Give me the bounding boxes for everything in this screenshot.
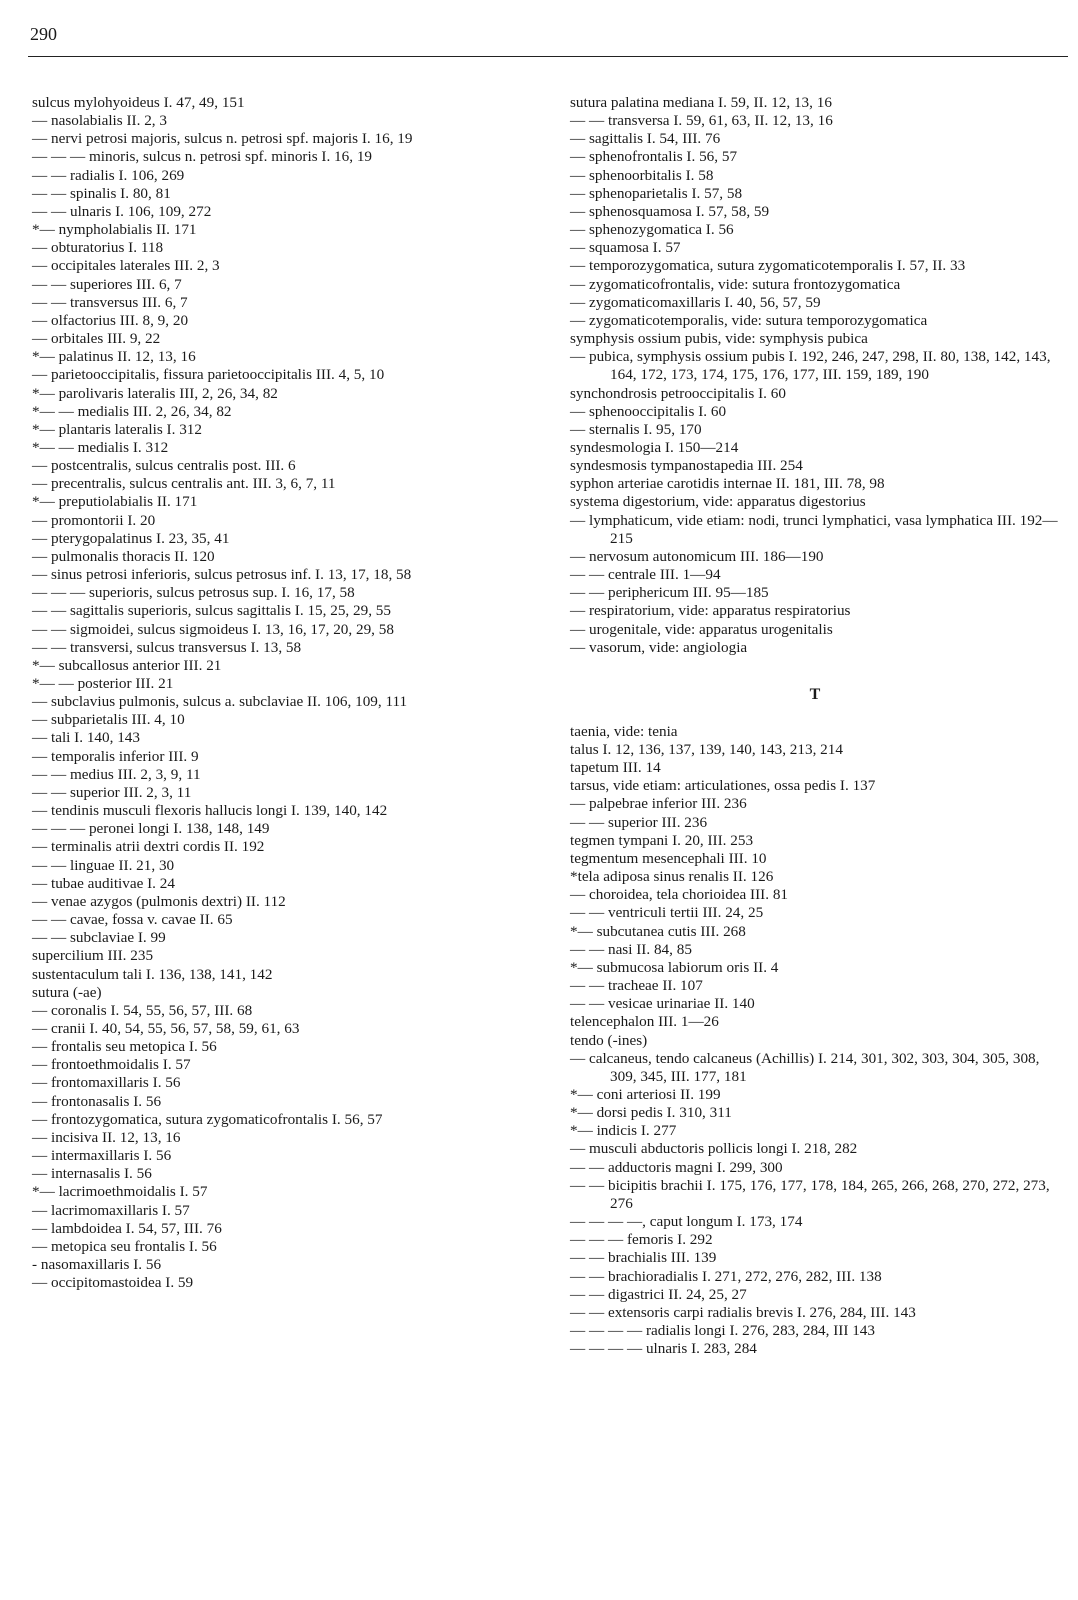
index-entry: — frontoethmoidalis I. 57 xyxy=(32,1056,191,1074)
index-entry: — frontonasalis I. 56 xyxy=(32,1092,162,1110)
index-entry: — — brachioradialis I. 271, 272, 276, 282, III. 138 xyxy=(570,1267,882,1285)
index-entry: — nasolabialis II. 2, 3 xyxy=(32,112,167,130)
index-entry: — — nasi II. 84, 85 xyxy=(570,940,692,958)
index-entry: — occipitomastoidea I. 59 xyxy=(32,1274,194,1292)
index-entry: — frontomaxillaris I. 56 xyxy=(32,1074,181,1092)
index-entry: — zygomaticofrontalis, vide: sutura frontozygomatica xyxy=(570,275,901,293)
index-entry: — subparietalis III. 4, 10 xyxy=(32,711,185,729)
index-entry: — tubae auditivae I. 24 xyxy=(32,874,175,892)
index-entry: — — superiores III. 6, 7 xyxy=(32,275,182,293)
index-entry: — — — — radialis longi I. 276, 283, 284, III 143 xyxy=(570,1322,875,1339)
index-entry: — promontorii I. 20 xyxy=(32,511,156,529)
index-entry: — sphenozygomatica I. 56 xyxy=(570,221,734,239)
index-entry: — — adductoris magni I. 299, 300 xyxy=(570,1158,783,1176)
index-entry: sutura palatina mediana I. 59, II. 12, 13, 16 xyxy=(570,94,832,111)
index-entry: *— indicis I. 277 xyxy=(570,1122,677,1140)
index-entry: — tali I. 140, 143 xyxy=(32,729,140,747)
index-entry: — — centrale III. 1—94 xyxy=(570,566,721,584)
index-entry: *— — posterior III. 21 xyxy=(32,675,174,692)
index-entry: tapetum III. 14 xyxy=(570,759,661,777)
index-entry: syphon arteriae carotidis internae II. 181, III. 78, 98 xyxy=(570,475,885,493)
index-entry: — — bicipitis brachii I. 175, 176, 177, 178, 184, 265, 266, 268, 270, 272, 273, 276 xyxy=(570,1176,1050,1212)
index-entry: — — periphericum III. 95—185 xyxy=(570,584,769,602)
page-number: 290 xyxy=(30,24,57,44)
index-entry: *— — medialis III. 2, 26, 34, 82 xyxy=(32,402,232,420)
index-entry: supercilium III. 235 xyxy=(32,947,154,965)
index-entry: syndesmologia I. 150—214 xyxy=(570,438,739,456)
index-entry: — terminalis atrii dextri cordis II. 192 xyxy=(32,838,265,856)
index-entry: *— subcutanea cutis III. 268 xyxy=(570,922,746,940)
header-rule xyxy=(28,56,1068,57)
index-entry: syndesmosis tympanostapedia III. 254 xyxy=(570,457,803,475)
index-entry: — internasalis I. 56 xyxy=(32,1165,152,1183)
index-entry: — frontozygomatica, sutura zygomaticofrontalis I. 56, 57 xyxy=(32,1110,383,1128)
index-entry: — occipitales laterales III. 2, 3 xyxy=(32,257,220,275)
index-entry: — squamosa I. 57 xyxy=(570,239,681,257)
index-entry: — — — femoris I. 292 xyxy=(570,1231,713,1249)
index-entry: *— dorsi pedis I. 310, 311 xyxy=(570,1104,732,1122)
index-entry: *— — medialis I. 312 xyxy=(32,438,169,456)
index-group-s-continued xyxy=(570,94,1060,657)
index-entry: — — transversus III. 6, 7 xyxy=(32,293,188,311)
index-entry: — obturatorius I. 118 xyxy=(32,239,164,257)
index-entry: — — linguae II. 21, 30 xyxy=(32,856,175,874)
index-entry: — — — peronei longi I. 138, 148, 149 xyxy=(32,820,270,838)
index-entry: *— palatinus II. 12, 13, 16 xyxy=(32,348,196,366)
index-entry: — — — superioris, sulcus petrosus sup. I. 16, 17, 58 xyxy=(32,584,355,602)
index-entry: *— coni arteriosi II. 199 xyxy=(570,1085,721,1103)
index-entry: — temporozygomatica, sutura zygomaticotemporalis I. 57, II. 33 xyxy=(570,257,966,275)
index-entry: tegmentum mesencephali III. 10 xyxy=(570,849,767,867)
index-entry: — — tracheae II. 107 xyxy=(570,977,703,995)
index-entry: — coronalis I. 54, 55, 56, 57, III. 68 xyxy=(32,1001,253,1019)
index-entry: — palpebrae inferior III. 236 xyxy=(570,795,747,813)
index-entry: — precentralis, sulcus centralis ant. III. 3, 6, 7, 11 xyxy=(32,475,336,493)
index-entry: *— plantaris lateralis I. 312 xyxy=(32,420,202,438)
index-entry: — temporalis inferior III. 9 xyxy=(32,747,199,765)
index-entry: — urogenitale, vide: apparatus urogenitalis xyxy=(570,620,833,638)
index-entry: sustentaculum tali I. 136, 138, 141, 142 xyxy=(32,965,273,983)
index-entry: - nasomaxillaris I. 56 xyxy=(32,1256,162,1273)
index-entry: — zygomaticomaxillaris I. 40, 56, 57, 59 xyxy=(570,293,821,311)
index-entry: *— lacrimoethmoidalis I. 57 xyxy=(32,1183,208,1201)
index-entry: — sagittalis I. 54, III. 76 xyxy=(570,130,721,148)
index-entry: — sphenoparietalis I. 57, 58 xyxy=(570,184,743,202)
index-column-right xyxy=(570,94,1060,1358)
index-entry: — — subclaviae I. 99 xyxy=(32,929,166,947)
index-entry: — zygomaticotemporalis, vide: sutura temporozygomatica xyxy=(570,311,928,329)
index-entry: tendo (-ines) xyxy=(570,1031,648,1049)
index-entry: — sphenosquamosa I. 57, 58, 59 xyxy=(570,202,770,220)
index-entry: — — medius III. 2, 3, 9, 11 xyxy=(32,765,201,783)
index-entry: — nervosum autonomicum III. 186—190 xyxy=(570,547,824,565)
index-group-t xyxy=(570,723,1060,1358)
index-entry: — — sigmoidei, sulcus sigmoideus I. 13, 16, 17, 20, 29, 58 xyxy=(32,620,394,638)
index-entry: — sinus petrosi inferioris, sulcus petrosus inf. I. 13, 17, 18, 58 xyxy=(32,566,412,584)
index-entry: — subclavius pulmonis, sulcus a. subclaviae II. 106, 109, 111 xyxy=(32,693,408,711)
index-entry: tarsus, vide etiam: articulationes, ossa pedis I. 137 xyxy=(570,777,876,795)
index-entry: tegmen tympani I. 20, III. 253 xyxy=(570,831,754,849)
index-entry: — lymphaticum, vide etiam: nodi, trunci lymphatici, vasa lymphatica III. 192—215 xyxy=(570,511,1058,547)
index-entry: — musculi abductoris pollicis longi I. 218, 282 xyxy=(570,1140,858,1158)
index-entry: — sphenooccipitalis I. 60 xyxy=(570,402,727,420)
index-entry: telencephalon III. 1—26 xyxy=(570,1013,719,1031)
index-entry: taenia, vide: tenia xyxy=(570,722,678,740)
index-entry: — olfactorius III. 8, 9, 20 xyxy=(32,311,189,329)
index-entry: sulcus mylohyoideus I. 47, 49, 151 xyxy=(32,94,245,111)
index-entry: — — spinalis I. 80, 81 xyxy=(32,184,171,202)
index-entry: — — ventriculi tertii III. 24, 25 xyxy=(570,904,764,922)
index-entry: — — vesicae urinariae II. 140 xyxy=(570,995,755,1013)
index-entry: — — cavae, fossa v. cavae II. 65 xyxy=(32,911,233,929)
index-entry: — metopica seu frontalis I. 56 xyxy=(32,1237,217,1255)
index-entry: — — transversa I. 59, 61, 63, II. 12, 13, 16 xyxy=(570,112,833,130)
index-column-left xyxy=(32,94,522,1292)
index-entry: — nervi petrosi majoris, sulcus n. petrosi spf. majoris I. 16, 19 xyxy=(32,130,413,148)
index-entry: — — — minoris, sulcus n. petrosi spf. minoris I. 16, 19 xyxy=(32,148,373,166)
index-entry: — — superior III. 236 xyxy=(570,813,708,831)
index-entry: — — superior III. 2, 3, 11 xyxy=(32,783,192,801)
index-entry: — cranii I. 40, 54, 55, 56, 57, 58, 59, 61, 63 xyxy=(32,1019,300,1037)
index-entry: synchondrosis petrooccipitalis I. 60 xyxy=(570,384,786,402)
index-entry: — — radialis I. 106, 269 xyxy=(32,166,185,184)
index-entry: systema digestorium, vide: apparatus digestorius xyxy=(570,493,866,511)
index-entry: — frontalis seu metopica I. 56 xyxy=(32,1038,217,1056)
index-entry: talus I. 12, 136, 137, 139, 140, 143, 213, 214 xyxy=(570,741,843,758)
index-entry: — — digastrici II. 24, 25, 27 xyxy=(570,1285,747,1303)
index-entry: — parietooccipitalis, fissura parietooccipitalis III. 4, 5, 10 xyxy=(32,366,385,384)
index-entry: — pubica, symphysis ossium pubis I. 192, 246, 247, 298, II. 80, 138, 142, 143, 164, 172, 173, 174, 175, 176, 177, III. 159, 189, 190 xyxy=(570,348,1051,384)
index-entry: — tendinis musculi flexoris hallucis longi I. 139, 140, 142 xyxy=(32,802,388,820)
index-entry: — — sagittalis superioris, sulcus sagittalis I. 15, 25, 29, 55 xyxy=(32,602,391,620)
index-entry: — respiratorium, vide: apparatus respiratorius xyxy=(570,602,851,620)
index-entry: sutura (-ae) xyxy=(32,983,102,1001)
index-entry: — sphenoorbitalis I. 58 xyxy=(570,166,714,184)
index-entry: — choroidea, tela chorioidea III. 81 xyxy=(570,886,789,904)
index-entry: — pulmonalis thoracis II. 120 xyxy=(32,547,215,565)
index-entry: — — brachialis III. 139 xyxy=(570,1249,717,1267)
index-entry: *tela adiposa sinus renalis II. 126 xyxy=(570,868,774,886)
index-entry: *— parolivaris lateralis III, 2, 26, 34, 82 xyxy=(32,384,278,402)
index-entry: *— subcallosus anterior III. 21 xyxy=(32,656,222,674)
index-entry: — — — —, caput longum I. 173, 174 xyxy=(570,1213,803,1231)
index-entry: — — transversi, sulcus transversus I. 13, 58 xyxy=(32,638,302,656)
index-entry: — calcaneus, tendo calcaneus (Achillis) I. 214, 301, 302, 303, 304, 305, 308, 309, 345, III. 177, 181 xyxy=(570,1049,1040,1085)
index-entry: symphysis ossium pubis, vide: symphysis pubica xyxy=(570,330,868,348)
index-entry: — lambdoidea I. 54, 57, III. 76 xyxy=(32,1219,222,1237)
index-entry: *— nympholabialis II. 171 xyxy=(32,221,197,239)
index-entry: — lacrimomaxillaris I. 57 xyxy=(32,1201,190,1219)
index-entry: — intermaxillaris I. 56 xyxy=(32,1147,172,1165)
index-entry: — postcentralis, sulcus centralis post. III. 6 xyxy=(32,457,296,475)
index-entry: — incisiva II. 12, 13, 16 xyxy=(32,1128,181,1146)
index-entry: — sphenofrontalis I. 56, 57 xyxy=(570,148,738,166)
index-entry: *— preputiolabialis II. 171 xyxy=(32,493,198,511)
index-entry: *— submucosa labiorum oris II. 4 xyxy=(570,958,779,976)
index-entry: — — — — ulnaris I. 283, 284 xyxy=(570,1340,757,1358)
index-entry: — orbitales III. 9, 22 xyxy=(32,330,161,348)
section-letter: T xyxy=(809,685,821,703)
index-entry: — — extensoris carpi radialis brevis I. 276, 284, III. 143 xyxy=(570,1303,916,1321)
index-entry: — vasorum, vide: angiologia xyxy=(570,638,748,656)
index-entry: — pterygopalatinus I. 23, 35, 41 xyxy=(32,529,230,547)
index-entry: — venae azygos (pulmonis dextri) II. 112 xyxy=(32,892,286,910)
index-entry: — — ulnaris I. 106, 109, 272 xyxy=(32,202,212,220)
index-entry: — sternalis I. 95, 170 xyxy=(570,420,702,438)
